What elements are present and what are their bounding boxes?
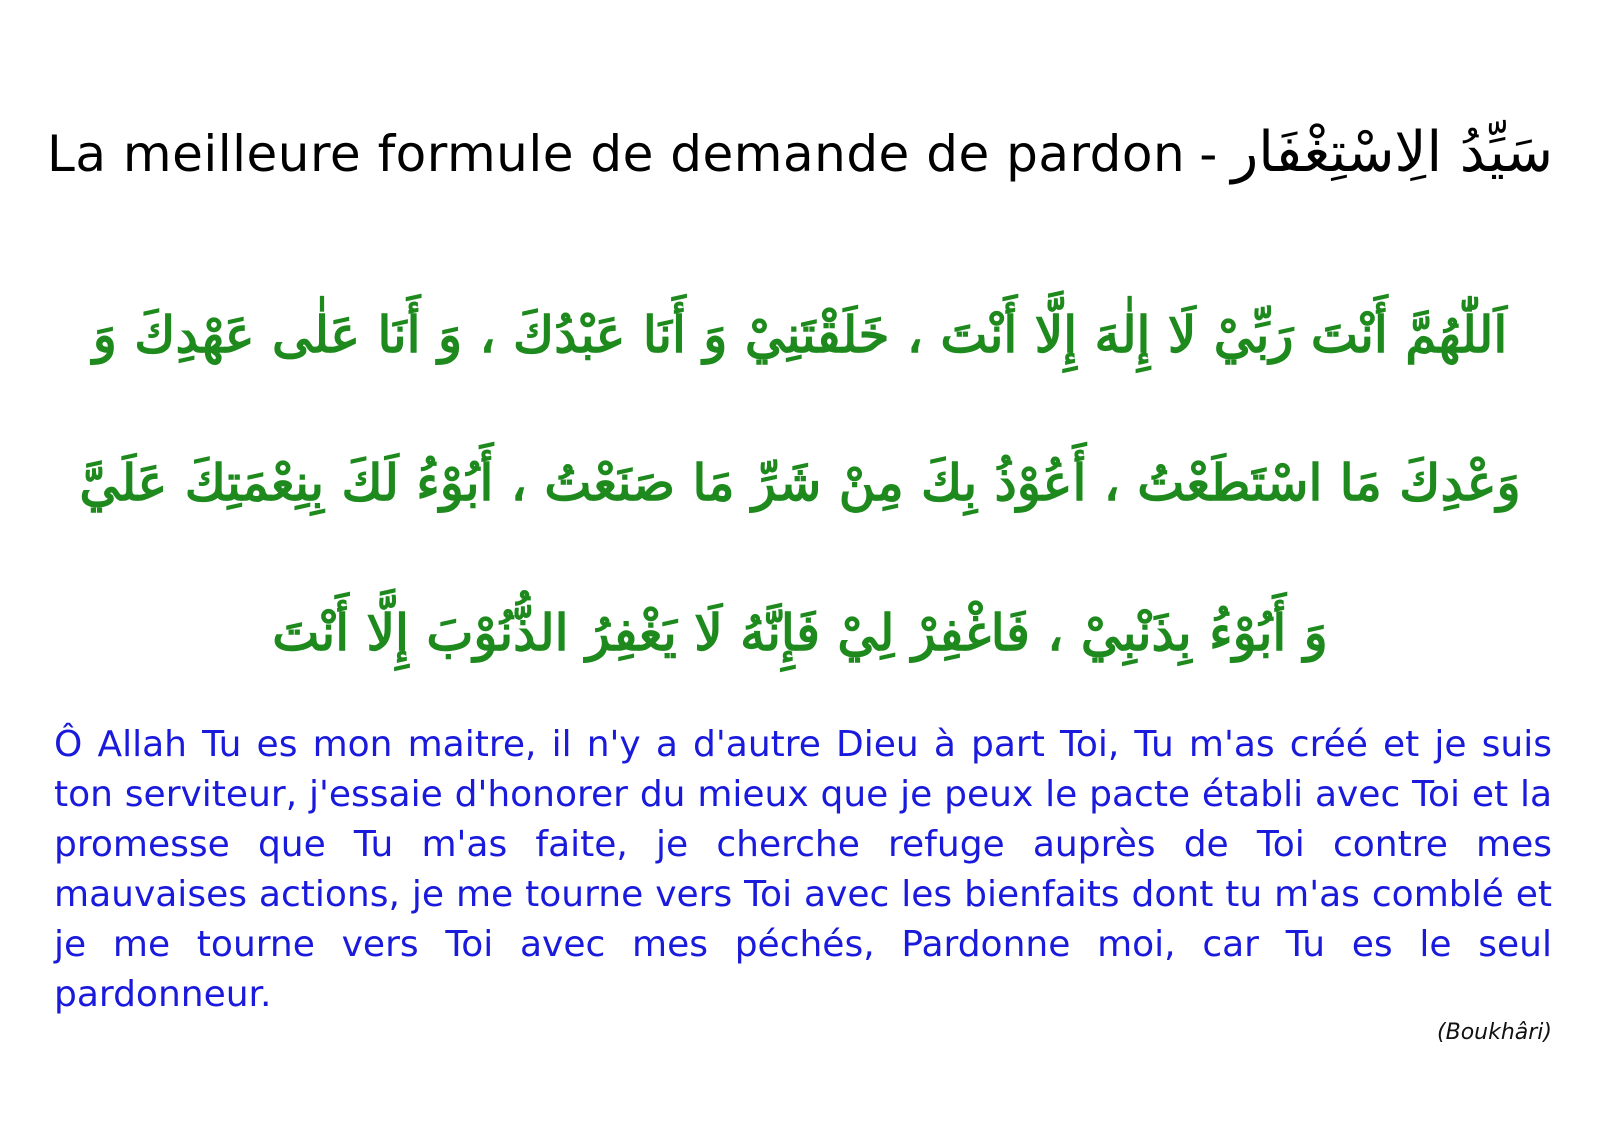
page-title (0, 118, 1600, 189)
arabic-line-2: وَعْدِكَ مَا اسْتَطَعْتُ ، أَعُوْذُ بِكَ مِنْ شَرِّ مَا صَنَعْتُ ، أَبُوْءُ لَكَ بِنِعْمَتِكَ عَلَيَّ (79, 453, 1521, 512)
arabic-line-3: وَ أَبُوْءُ بِذَنْبِيْ ، فَاغْفِرْ لِيْ فَإِنَّهُ لَا يَغْفِرُ الذُّنُوْبَ إِلَّا أَنْتَ (272, 603, 1328, 662)
arabic-line-1: اَللّٰهُمَّ أَنْتَ رَبِّيْ لَا إِلٰهَ إِلَّا أَنْتَ ، خَلَقْتَنِيْ وَ أَنَا عَبْدُكَ ، وَ أَنَا عَلٰى عَهْدِكَ وَ (92, 305, 1508, 364)
source-reference: (Boukhâri) (1437, 1020, 1552, 1045)
title-separator: - (1199, 125, 1218, 183)
french-translation: Ô Allah Tu es mon maitre, il n'y a d'autre Dieu à part Toi, Tu m'as créé et je suis ton serviteur, j'essaie d'honorer du mieux que je peux le pacte établi avec Toi et la promesse que Tu m'as faite, je cherche refuge auprès de Toi contre mes mauvaises actions, je me tourne vers Toi avec les bienfaits dont tu m'as comblé et je me tourne vers Toi avec mes péchés, Pardonne moi, car Tu es le seul pardonneur. (54, 724, 1552, 1015)
title-french: La meilleure formule de demande de pardon (46, 125, 1186, 183)
title-arabic: سَيِّدُ الِاسْتِغْفَار (1231, 120, 1554, 185)
